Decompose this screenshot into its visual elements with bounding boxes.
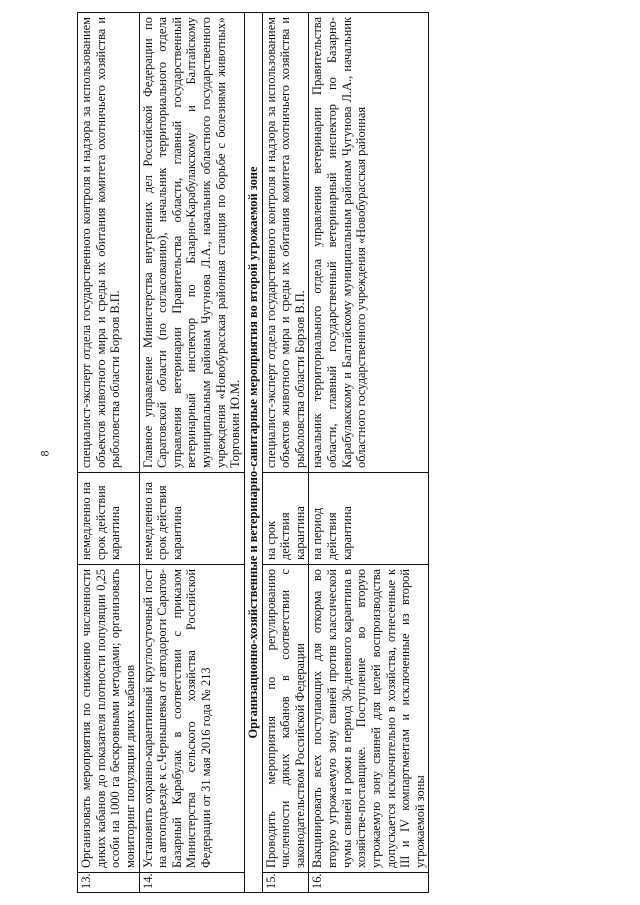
- rotated-page-content: [77, 13, 622, 893]
- measures-table: [77, 12, 429, 893]
- row-number: 16.: [309, 873, 429, 893]
- section-title: Организационно-хозяйственные и ветеринарно-санитарные мероприятия во второй угрожаемой зоне: [244, 13, 262, 893]
- term-cell: немедленно на срок действия карантина: [139, 473, 244, 565]
- term-cell: немедленно на срок действия карантина: [78, 473, 140, 565]
- term-cell: на срок действия карантина: [262, 473, 309, 565]
- table-row: [309, 13, 429, 893]
- executor-cell: начальник территориального отдела управления ветеринарии Правительства области, главный государственный ветеринарный инспектор по Базарно-Карабулакскому и Балтайскому муниципальным районам Чугунова Л.А., начальник областного государственного учреждения «Новобурасская районная: [309, 13, 429, 473]
- measure-cell: Организовать мероприятия по снижению численности диких кабанов до показателя плотности популяции 0,25 особи на 1000 га бескровными методами; организовать мониторинг популяции диких кабанов: [78, 565, 140, 873]
- executor-cell: специалист-эксперт отдела государственного контроля и надзора за использованием объектов животного мира и среды их обитания комитета охотничьего хозяйства и рыболовства области Борзов В.П.: [78, 13, 140, 473]
- row-number: 14.: [139, 873, 244, 893]
- term-cell: на период действия карантина: [309, 473, 429, 565]
- row-number: 15.: [262, 873, 309, 893]
- row-number: 13.: [78, 873, 140, 893]
- measure-cell: Вакцинировать всех поступающих для откорма во вторую угрожаемую зону свиней против классической чумы свиней и рожи в период 30-дневного карантина в хозяйстве-поставщике. Поступление во вторую угрожаемую зону свиней для целей воспроизводства допускается исключительно в хозяйства, отнесенные к III и IV компартментам и исключенные из второй угрожаемой зоны: [309, 565, 429, 873]
- section-row: [244, 13, 262, 893]
- measure-cell: Проводить мероприятия по регулированию численности диких кабанов в соответствии с законодательством Российской Федерации: [262, 565, 309, 873]
- measure-cell: Установить охранно-карантинный круглосуточный пост на автоподъезде к с.Чернышевка от автодороги Саратов-Базарный Карабулак в соответствии с приказом Министерства сельского хозяйства Российской Федерации от 31 мая 2016 года № 213: [139, 565, 244, 873]
- page-number: 8: [37, 450, 52, 457]
- executor-cell: Главное управление Министерства внутренних дел Российской Федерации по Саратовской области (по согласованию), начальник территориального отдела управления ветеринарии Правительства области, главный государственный ветеринарный инспектор по Базарно-Карабулакскому и Балтайскому муниципальным районам Чугунова Л.А., начальник областного государственного учреждения «Новобурасская районная станция по борьбе с болезнями животных» Торговкин Ю.М.: [139, 13, 244, 473]
- table-row: [139, 13, 244, 893]
- table-row: [262, 13, 309, 893]
- table-row: [78, 13, 140, 893]
- executor-cell: специалист-эксперт отдела государственного контроля и надзора за использованием объектов животного мира и среды их обитания комитета охотничьего хозяйства и рыболовства области Борзов В.П.: [262, 13, 309, 473]
